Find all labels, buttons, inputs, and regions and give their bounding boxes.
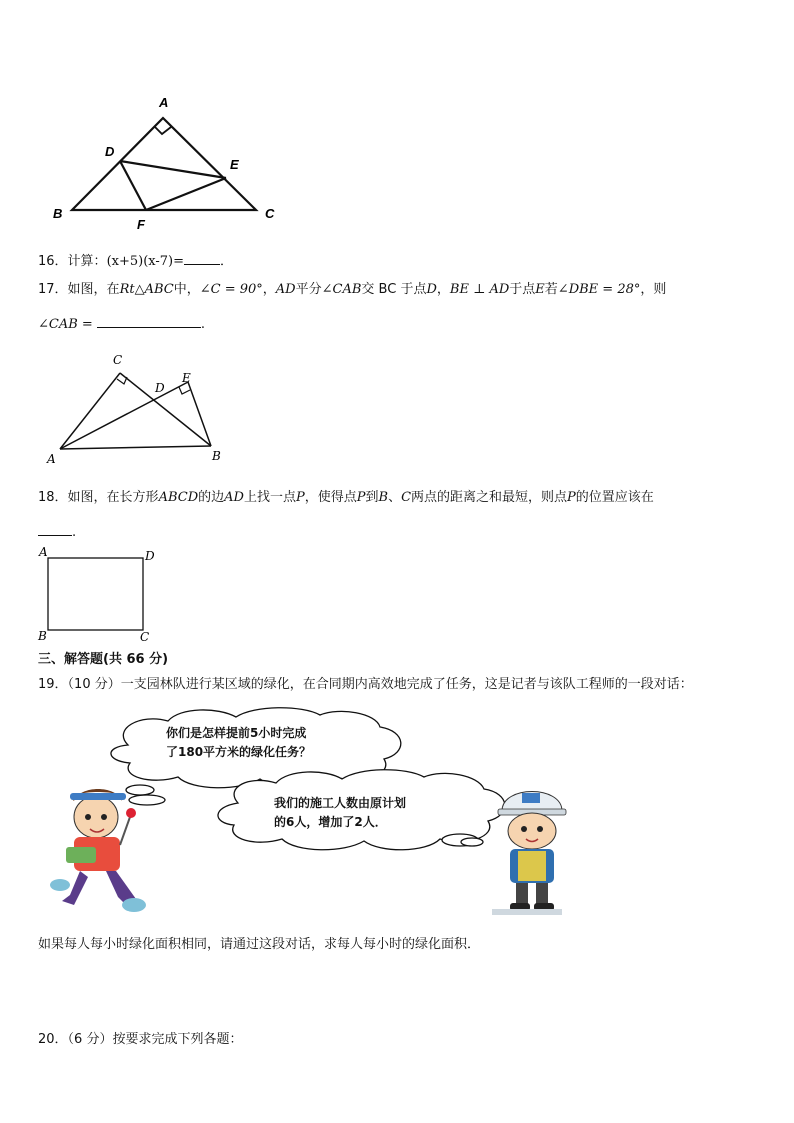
q16-prefix: 计算：	[67, 254, 107, 269]
bubble-line: 的6人，增加了2人．	[274, 815, 387, 829]
question-number: 18．	[38, 490, 68, 505]
segment-fe	[146, 178, 226, 210]
question-19-prompt: 如果每人每小时绿化面积相同，请通过这段对话，求每人每小时的绿化面积．	[38, 937, 481, 952]
engineer-illustration	[492, 792, 566, 916]
q17-text: 交 BC 于点	[361, 282, 427, 297]
q17-angle-cab: ∠CAB	[321, 282, 362, 297]
q17-text: 如图，在	[67, 282, 120, 297]
label-d: D	[155, 381, 165, 395]
question-score: （6 分）	[67, 1032, 113, 1047]
label-a: A	[47, 452, 56, 466]
q17-text: 平分	[295, 282, 322, 297]
figure-rectangle-abcd	[34, 544, 164, 644]
q18-p: P	[356, 490, 366, 505]
label-a: A	[159, 95, 169, 110]
question-16	[38, 250, 233, 271]
q17-text: ，	[436, 282, 450, 297]
q16-suffix: ．	[220, 254, 234, 269]
answer-blank[interactable]	[184, 250, 220, 265]
right-angle-mark-e	[179, 387, 190, 394]
segment-df	[120, 161, 146, 210]
question-18-line2	[38, 521, 76, 542]
right-angle-mark-a	[155, 127, 171, 134]
label-b: B	[38, 629, 47, 643]
question-17-line1	[38, 281, 666, 299]
q18-abcd: ABCD	[158, 490, 199, 505]
q17-be: BE	[449, 282, 469, 297]
label-e: E	[230, 157, 239, 172]
question-number: 19．	[38, 677, 68, 692]
figure-right-triangle-acb	[40, 345, 240, 470]
q18-b: B	[378, 490, 389, 505]
label-d: D	[105, 144, 115, 159]
q18-p: P	[295, 490, 305, 505]
question-20	[38, 1031, 242, 1049]
q18-text: 的边	[198, 490, 225, 505]
figure-triangle-abc-def	[50, 90, 290, 240]
question-score: （10 分）	[67, 677, 121, 692]
rectangle-abcd	[48, 558, 143, 630]
label-a: A	[39, 545, 48, 559]
label-c: C	[113, 353, 123, 367]
question-17-line2	[38, 313, 205, 334]
q17-text: ，	[262, 282, 276, 297]
answer-blank[interactable]	[38, 521, 72, 536]
section-title: 三、解答题(共 66 分)	[38, 652, 169, 667]
segment-ab	[60, 446, 211, 449]
label-d: D	[145, 549, 155, 563]
label-b: B	[212, 449, 221, 463]
q17-e: E	[535, 282, 545, 297]
q17-text: 若	[544, 282, 558, 297]
segment-ae	[60, 382, 188, 449]
bubble-line: 了180平方米的绿化任务？	[166, 745, 312, 759]
q17-angle-c: ∠C = 90°	[199, 282, 263, 297]
q17-perp: ⊥	[468, 282, 490, 297]
question-18-line1	[38, 489, 654, 507]
q17-d: D	[426, 282, 437, 297]
q18-text: 如图，在长方形	[67, 490, 159, 505]
q18-c: C	[401, 490, 412, 505]
q17-rt: Rt	[119, 282, 135, 297]
question-19	[38, 676, 693, 694]
q17-text: ，则	[640, 282, 667, 297]
q18-text: 的位置应该在	[575, 490, 654, 505]
q18-ad: AD	[224, 490, 244, 505]
speech-bubble-reporter-text	[166, 724, 311, 762]
bubble-line: 我们的施工人数由原计划	[274, 796, 407, 810]
q18-text: 两点的距离之和最短，则点	[411, 490, 568, 505]
dialogue-illustration	[40, 705, 580, 925]
label-f: F	[137, 217, 145, 232]
q17-ask: ∠CAB =	[38, 317, 93, 332]
speech-bubble-engineer-text	[274, 794, 406, 832]
label-b: B	[53, 206, 63, 221]
q18-text: 到	[365, 490, 379, 505]
q18-p: P	[567, 490, 576, 505]
q18-text: 、	[388, 490, 402, 505]
label-c: C	[140, 630, 150, 644]
reporter-boy-illustration	[50, 789, 146, 912]
q18-text: ，使得点	[304, 490, 357, 505]
label-c: C	[265, 206, 275, 221]
q17-ad: AD	[275, 282, 296, 297]
question-number: 16．	[38, 254, 68, 269]
question-number: 20．	[38, 1032, 68, 1047]
answer-blank[interactable]	[97, 313, 201, 328]
bubble-line: 你们是怎样提前5小时完成	[166, 726, 307, 740]
question-number: 17．	[38, 282, 68, 297]
q17-ad: AD	[489, 282, 510, 297]
q17-text: 中，	[173, 282, 200, 297]
question-text: 按要求完成下列各题：	[112, 1032, 243, 1047]
label-e: E	[182, 371, 191, 385]
q17-text: 于点	[509, 282, 536, 297]
question-text: 一支园林队进行某区域的绿化，在合同期内高效地完成了任务，这是记者与该队工程师的一段对话：	[120, 677, 693, 692]
segment-ca	[60, 373, 120, 449]
q17-angle-dbe: ∠DBE = 28°	[557, 282, 641, 297]
q17-end: .	[200, 317, 205, 332]
q16-expression: (x+5)(x-7)=	[106, 254, 185, 269]
q18-text: 上找一点	[243, 490, 296, 505]
q18-end: .	[72, 525, 77, 540]
q17-triangle: △ABC	[134, 282, 174, 297]
